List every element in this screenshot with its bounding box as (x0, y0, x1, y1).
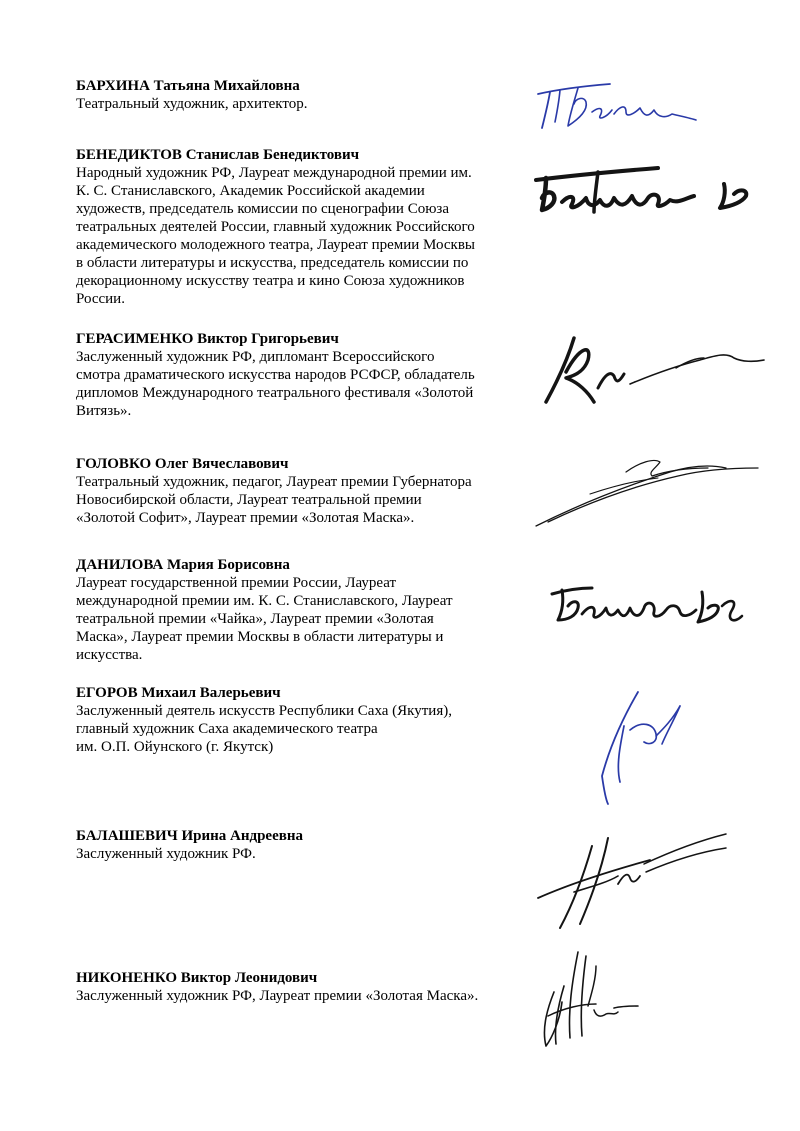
signature-image (534, 824, 730, 934)
signature-image (594, 686, 694, 808)
signatory-description: Театральный художник, архитектор. (76, 96, 308, 112)
signatory-description: Театральный художник, педагог, Лауреат премии Губернатора Новосибирской области, Лауреат театральной премии «Золотой Софит», Лауреат премии «Золотая Маска». (76, 474, 472, 526)
signatory-entry (76, 330, 526, 420)
signatory-entry (76, 827, 526, 863)
signatory-name: ГЕРАСИМЕНКО Виктор Григорьевич (76, 331, 339, 347)
signatory-name: НИКОНЕНКО Виктор Леонидович (76, 970, 318, 986)
signatory-name: ГОЛОВКО Олег Вячеславович (76, 456, 289, 472)
signature-image (528, 158, 772, 224)
signatory-entry (76, 146, 526, 308)
signatory-name: БЕНЕДИКТОВ Станислав Бенедиктович (76, 147, 360, 163)
signatory-description: Народный художник РФ, Лауреат международной премии им. К. С. Станиславского, Академик Российской академии художеств, председатель комиссии по сценографии Союза театральных деятелей России, главный художник Российского академического молодежного театра, Лауреат премии Москвы в области литературы и искусства, председатель комиссии по декорационному искусству театра и кино Союза художников России. (76, 165, 476, 307)
signatory-entry (76, 969, 526, 1005)
signatory-entry (76, 455, 526, 527)
signatory-name: ДАНИЛОВА Мария Борисовна (76, 557, 290, 573)
signatory-name: БАЛАШЕВИЧ Ирина Андреевна (76, 828, 303, 844)
signatory-description: Заслуженный художник РФ, дипломант Всероссийского смотра драматического искусства народов РСФСР, обладатель дипломов Международного театрального фестиваля «Золотой Витязь». (76, 349, 475, 419)
signatory-name: БАРХИНА Татьяна Михайловна (76, 78, 300, 94)
signatory-entry (76, 684, 526, 756)
signatory-description: Заслуженный художник РФ, Лауреат премии «Золотая Маска». (76, 988, 479, 1004)
signatory-entry (76, 556, 526, 664)
signature-image (534, 946, 640, 1058)
signature-image (546, 576, 746, 630)
signature-image (536, 330, 766, 410)
signature-image (530, 72, 700, 134)
signatory-description: Лауреат государственной премии России, Лауреат международной премии им. К. С. Станиславского, Лауреат театральной премии «Чайка», Лауреат премии «Золотая Маска», Лауреат премии Москвы в области литературы и искусства. (76, 575, 453, 663)
signatory-description: Заслуженный художник РФ. (76, 846, 256, 862)
signatory-description: Заслуженный деятель искусств Республики Саха (Якутия), главный художник Саха академического театра им. О.П. Ойунского (г. Якутск) (76, 703, 452, 755)
signature-image (530, 450, 766, 532)
signatory-entry (76, 77, 526, 113)
signatory-name: ЕГОРОВ Михаил Валерьевич (76, 685, 281, 701)
